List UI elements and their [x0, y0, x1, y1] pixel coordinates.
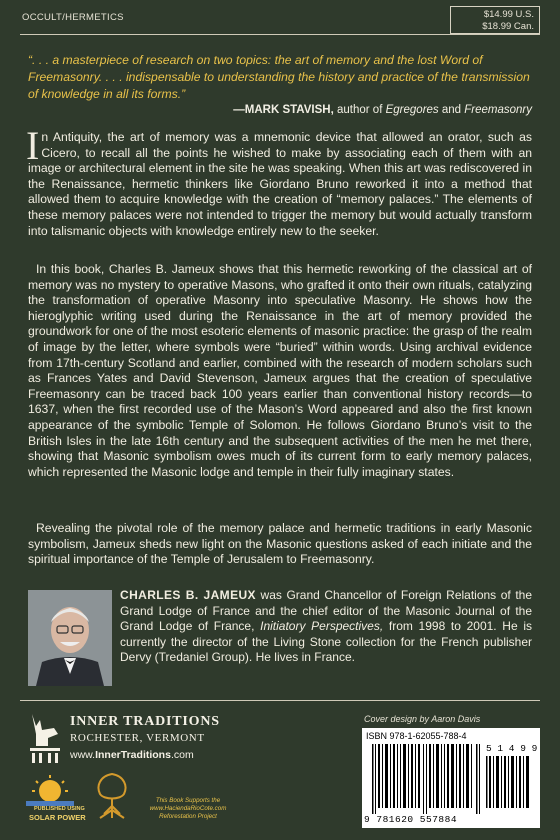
isbn-text: ISBN 978-1-62055-788-4 — [366, 731, 467, 741]
description-paragraph-1: In Antiquity, the art of memory was a mnemonic device that allowed an orator, such as Cicero, to recall all the points he wished to make by associating each of them with an image or architectural element in the site he was speaking. When this art was rediscovered in the Renaissance, hermetic thinkers like Giordano Bruno reworked it into a method that allowed them to acquire knowledge with the creation of “memory palaces.” The elements of these memory palaces were not intended to trigger the memory but would actually transform into talismanic objects with knowledge entirely new to the seeker. — [26, 123, 532, 238]
description-paragraph-2: In this book, Charles B. Jameux shows that this hermetic reworking of the classical art of memory was no mystery to operative Masons, who grafted it onto their own rituals, catalyzing the transformation of operative Masonry into speculative Masonry. He shows how the hieroglyphic writing used during the Renaissance in the art of memory provided the groundwork for one of the most esoteric elements of masonic practice: the grasp of the realm of image by the letter, where symbols were “buried” within words. Using archival evidence from 17th-century Scotland and earlier, combined with the research of modern scholars such as Frances Yates and David Stevenson, Jameux argues that the creation of speculative Freemasonry can be traced back 100 years earlier than conventional history records—to 1637, when the first recorded use of the Mason’s Word appeared and also the first known appearance of the symbolic Temple of Solomon. He follows Giordano Bruno’s visit to the British Isles in the late 16th century and the subsequent activities of the men he met there, showing that Masonic symbolism owes much of its current form to early memory palaces, which represented the Masonic lodge and temple in their fully imaginary states. — [28, 262, 532, 479]
bottom-divider — [20, 700, 540, 701]
top-divider — [20, 34, 540, 35]
tree-icon — [92, 772, 132, 825]
anubis-logo-icon — [26, 712, 64, 769]
price-can: $18.99 Can. — [482, 21, 534, 32]
author-photo — [28, 590, 112, 686]
price-code: 5 1 4 9 9 — [486, 743, 538, 754]
barcode — [362, 728, 540, 828]
cover-design-credit: Cover design by Aaron Davis — [364, 714, 481, 724]
endorser-name: MARK STAVISH, — [244, 104, 334, 116]
publisher-url[interactable]: www.InnerTraditions.com — [70, 749, 194, 761]
reforestation-note: This Book Supports the www.HaciendaRioCote.com Reforestation Project — [149, 797, 227, 820]
category-label: OCCULT/HERMETICS — [22, 12, 124, 23]
isbn-digits: 9 781620 557884 — [364, 814, 458, 825]
publisher-location: ROCHESTER, VERMONT — [70, 732, 205, 744]
publisher-name: INNER TRADITIONS — [70, 714, 220, 729]
isbn-barcode-bars — [372, 744, 482, 814]
endorser-book-2: Freemasonry — [464, 104, 532, 116]
author-bio: CHARLES B. JAMEUX was Grand Chancellor of Foreign Relations of the Grand Lodge of France and the chief editor of the Masonic Journal of the Grand Lodge of France, Initiatory Perspectives, from 1998 to 2001. He is currently the director of the Living Stone collection for the French publisher Dervy (Tredaniel Group). He lives in France. — [120, 588, 533, 665]
endorsement-quote: “. . . a masterpiece of research on two topics: the art of memory and the lost Word of Freemasonry. . . . indispensable to understanding the history and practice of the transmission of knowledge in all its forms.” — [28, 53, 530, 101]
journal-title: Initiatory Perspectives, — [260, 619, 384, 634]
solar-badge-line-1: PUBLISHED USING — [34, 806, 85, 812]
endorser-book-1: Egregores — [385, 104, 439, 116]
endorsement-attribution: —MARK STAVISH, author of Egregores and Freemasonry — [233, 104, 532, 116]
drop-cap: I — [26, 123, 40, 168]
author-name: CHARLES B. JAMEUX — [120, 588, 256, 602]
price-us: $14.99 U.S. — [483, 9, 534, 20]
price-barcode-bars — [486, 756, 532, 808]
solar-badge-line-2: SOLAR POWER — [29, 813, 86, 822]
description-paragraph-3: Revealing the pivotal role of the memory palace and hermetic traditions in early Masonic symbolism, Jameux sheds new light on the Masonic questions asked of each initiate and the spiritual importance of the Temple of Jerusalem to Freemasonry. — [28, 521, 532, 567]
